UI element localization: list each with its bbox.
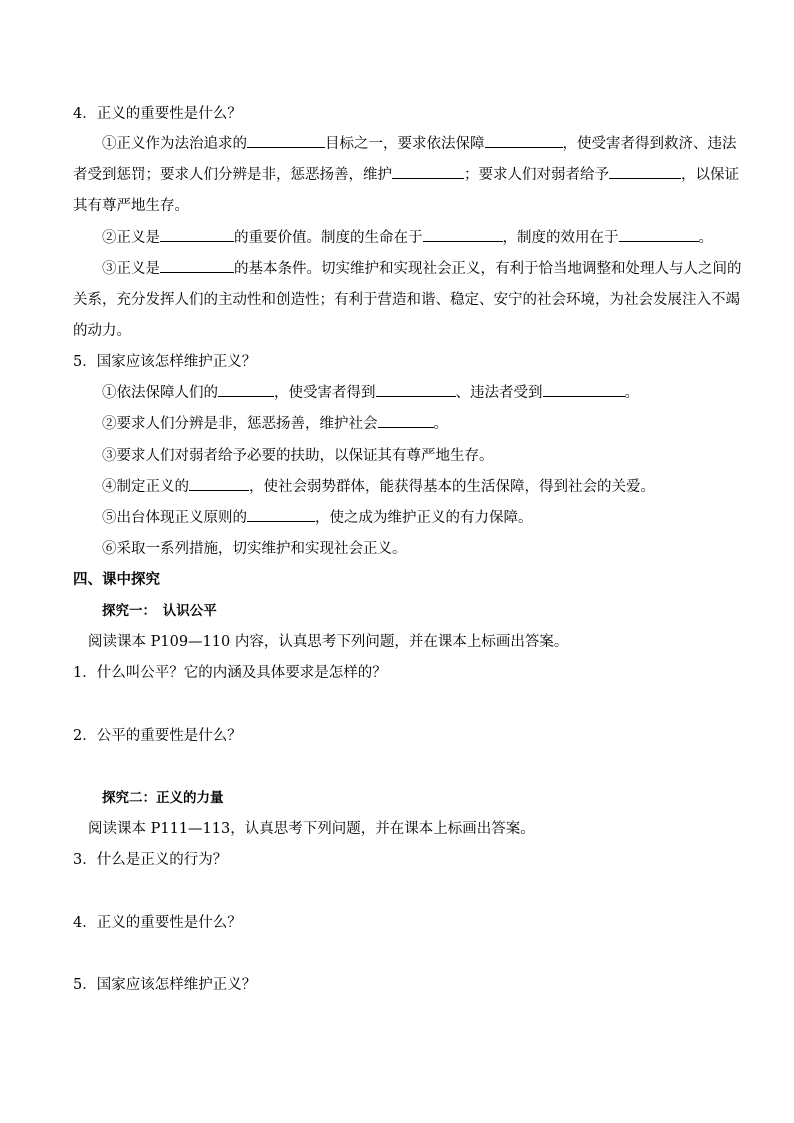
fill-blank[interactable] (378, 414, 434, 428)
section-heading: 四、课中探究 (73, 571, 160, 588)
q5-item1: ①依法保障人们的 ，使受害者得到 、违法者受到 。 (102, 385, 639, 401)
question-4-title: 4．正义的重要性是什么？ (73, 106, 242, 122)
explore-question-1: 1．什么叫公平？它的内涵及具体要求是怎样的？ (73, 665, 387, 681)
q4-paragraph3-line1: ③正义是 的基本条件。切实维护和实现社会正义，有利于恰当地调整和处理人与人之间的 (102, 261, 742, 277)
fill-blank[interactable] (423, 228, 503, 242)
question-5-title: 5．国家应该怎样维护正义？ (73, 354, 257, 370)
explore-question-2: 2．公平的重要性是什么？ (73, 728, 242, 744)
explore-question-3: 3．什么是正义的行为？ (73, 852, 228, 868)
q4-paragraph3-line3: 的动力。 (73, 323, 131, 339)
explore-1-instruction: 阅读课本 P109—110 内容，认真思考下列问题，并在课本上标画出答案。 (88, 634, 569, 650)
q5-item5: ⑤出台体现正义原则的 ，使之成为维护正义的有力保障。 (102, 510, 533, 526)
q5-item2: ②要求人们分辨是非，惩恶扬善，维护社会 。 (102, 416, 448, 432)
fill-blank[interactable] (376, 383, 456, 397)
q4-paragraph2: ②正义是 的重要价值。制度的生命在于 ，制度的效用在于 。 (102, 230, 713, 246)
fill-blank[interactable] (218, 383, 274, 397)
fill-blank[interactable] (392, 165, 464, 179)
fill-blank[interactable] (543, 383, 625, 397)
q4-paragraph1-line2: 者受到惩罚；要求人们分辨是非，惩恶扬善，维护 ；要求人们对弱者给予 ，以保证 (73, 167, 739, 183)
fill-blank[interactable] (247, 508, 315, 522)
q5-item4: ④制定正义的 ，使社会弱势群体，能获得基本的生活保障，得到社会的关爱。 (102, 479, 655, 495)
fill-blank[interactable] (160, 228, 234, 242)
explore-2-title: 探究二：正义的力量 (102, 790, 224, 806)
fill-blank[interactable] (189, 477, 249, 491)
explore-question-4: 4．正义的重要性是什么？ (73, 915, 242, 931)
fill-blank[interactable] (247, 134, 325, 148)
explore-1-title: 探究一： 认识公平 (102, 603, 217, 619)
q4-paragraph3-line2: 关系，充分发挥人们的主动性和创造性；有利于营造和谐、稳定、安宁的社会环境，为社会发展注入不竭 (73, 292, 740, 308)
q5-item3: ③要求人们对弱者给予必要的扶助，以保证其有尊严地生存。 (102, 448, 494, 464)
explore-2-instruction: 阅读课本 P111—113，认真思考下列问题，并在课本上标画出答案。 (88, 821, 535, 837)
q5-item6: ⑥采取一系列措施，切实维护和实现社会正义。 (102, 541, 407, 557)
fill-blank[interactable] (609, 165, 681, 179)
q4-paragraph1-line3: 其有尊严地生存。 (73, 198, 189, 214)
fill-blank[interactable] (160, 259, 234, 273)
explore-question-5: 5．国家应该怎样维护正义？ (73, 977, 257, 993)
q4-paragraph1-line1: ①正义作为法治追求的 目标之一，要求依法保障 ，使受害者得到救济、违法 (102, 136, 737, 152)
fill-blank[interactable] (619, 228, 699, 242)
fill-blank[interactable] (485, 134, 563, 148)
